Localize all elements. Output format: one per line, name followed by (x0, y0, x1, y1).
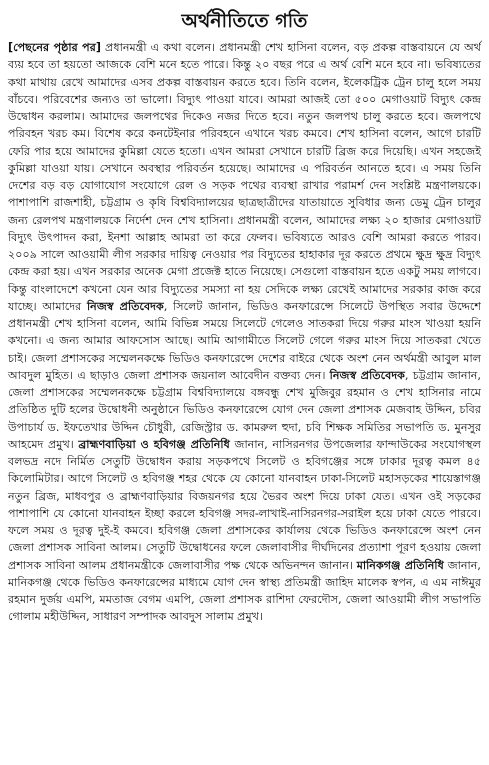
body-text-1: প্রধানমন্ত্রী এ কথা বলেন। প্রধানমন্ত্রী শেখ হাসিনা বলেন, বড় প্রকল্প বাস্তবায়নে যে অর্থ ব্যয় হবে তা হয়তো আজকে বেশি মনে হতে পারে। কিন্তু ২০ বছর পরে এ অর্থ বেশি মনে হবে না। ভবিষ্যতের কথা মাথায় রেখে আমাদের এসব প্রকল্প বাস্তবায়ন করতে হবে। তিনি বলেন, ইলেকট্রিক ট্রেন চালু হলে সময় বাঁচবে। পরিবেশের জন্যও তা ভালো। বিদ্যুৎ পাওয়া যাবে। আমরা আজই তো ৫০০ মেগাওয়াট বিদ্যুৎ কেন্দ্র উদ্বোধন করলাম। আমাদের জলপথের দিকেও নজর দিতে হবে। নতুন জলপথ চালু করতে হবে। জলপথে পরিবহন খরচ কম। বিশেষ করে কনটেইনার পরিবহনে এখানে খরচ কমবে। শেখ হাসিনা বলেন, আগে চারটি ফেরি পার হয়ে আমাদের কুমিল্লা যেতে হতো। এখন আমরা সেখানে চারটি ব্রিজ করে দিয়েছি। এখন সহজেই কুমিল্লা যাওয়া যায়। সেখানে অবস্থার পরিবর্তন হয়েছে। আমাদের এ পরিবর্তন আনতে হবে। এ সময় তিনি দেশের বড় বড় যোগাযোগ সংযোগে রেল ও সড়ক পথের ব্যবস্থা রাখার পরামর্শ দেন সংশ্লিষ্ট মন্ত্রণালয়কে। পাশাপাশি রাজশাহী, চট্টগ্রাম ও কৃষি বিশ্ববিদ্যালয়ের ছাত্রছাত্রীদের যাতায়াতে সুবিধার জন্য ডেমু ট্রেন চালুর জন্য রেলপথ মন্ত্রণালয়কে নির্দেশ দেন শেখ হাসিনা। প্রধানমন্ত্রী বলেন, আমাদের লক্ষ্য ২০ হাজার মেগাওয়াট বিদ্যুৎ উৎপাদন করা, ইনশা আল্লাহ আমরা তা করে ফেলব। ভবিষ্যতে আরও বেশি আমরা করতে পারব। ২০০৯ সালে আওয়ামী লীগ সরকার দায়িত্ব নেওয়ার পর বিদ্যুতের হাহাকার দূর করতে প্রথমে ক্ষুদ্র ক্ষুদ্র বিদ্যুৎ কেন্দ্র করা হয়। এখন সরকার অনেক মেগা প্রজেক্ট হাতে নিয়েছে। সেগুলো বাস্তবায়ন হতে একটু সময় লাগবে। কিন্তু বাংলাদেশে কখনো যেন আর বিদ্যুতের সমস্যা না হয় সেদিকে লক্ষ্য রেখেই আমাদের সরকার কাজ করে যাচ্ছে। আমাদের (8, 41, 481, 313)
body-text-5: জানান, মানিকগঞ্জ থেকে ভিডিও কনফারেন্সের মাধ্যমে যোগ দেন স্বাস্থ্য প্রতিমন্ত্রী জাহিদ মালেক স্বপন, এ এম নাঈমুর রহমান দুর্জয় এমপি, মমতাজ বেগম এমপি, জেলা প্রশাসক রাশিদা ফেরদৌস, জেলা আওয়ামী লীগ সভাপতি গোলাম মহীউদ্দিন, সাধারণ সম্পাদক আবদুস সালাম প্রমুখ। (8, 558, 481, 624)
body-text-4: জানান, নাসিরনগর উপজেলার ফান্দাউকের সংযোগস্থল বলভদ্র নদে নির্মিত সেতুটি উদ্বোধন করায় সড়কপথে সিলেট ও হবিগঞ্জের সঙ্গে ঢাকার দূরত্ব কমল ৪৫ কিলোমিটার। আগে সিলেট ও হবিগঞ্জ শহর থেকে যে কোনো যানবাহন ঢাকা-সিলেট মহাসড়কের শায়েস্তাগঞ্জ নতুন ব্রিজ, মাধবপুর ও ব্রাহ্মণবাড়িয়ার বিজয়নগর হয়ে ভৈরব অংশ দিয়ে ঢাকা যেত। এখন ওই সড়কের পাশাপাশি যে কোনো যানবাহন ইচ্ছা করলে হবিগঞ্জ সদর-লাখাই-নাসিরনগর-সরাইল হয়ে ঢাকা যেতে পারবে। ফলে সময় ও দূরত্ব দুই-ই কমবে। হবিগঞ্জ জেলা প্রশাসকের কার্যালয় থেকে ভিডিও কনফারেন্সে অংশ নেন জেলা প্রশাসক সাবিনা আলম। সেতুটি উদ্বোধনের ফলে জেলাবাসীর দীর্ঘদিনের প্রত্যাশা পূরণ হওয়ায় জেলা প্রশাসক সাবিনা আলম প্রধানমন্ত্রীকে জেলাবাসীর পক্ষ থেকে অভিনন্দন জানান। (8, 437, 481, 572)
continued-from-back-page: [পেছনের পৃষ্ঠার পর] (8, 41, 101, 54)
body-text-3: , চট্টগ্রাম জানান, জেলা প্রশাসকের সম্মেলনকক্ষে চট্টগ্রাম বিশ্ববিদ্যালয়ে বঙ্গবন্ধু শেখ মুজিবুর রহমান ও শেখ হাসিনার নামে প্রতিষ্ঠিত দুটি হলের উদ্বোধনী অনুষ্ঠানে ভিডিও কনফারেন্সে যোগ দেন জেলা প্রশাসক মেজবাহ উদ্দিন, চবির উপাচার্য ড. ইফতেখার উদ্দিন চৌধুরী, রেজিস্ট্রার ড. কামরুল হুদা, চবি শিক্ষক সমিতির সভাপতি ড. মুনসুর আহমেদ প্রমুখ। (8, 368, 481, 451)
byline-chattogram: নিজস্ব প্রতিবেদক (329, 368, 405, 382)
byline-manikganj: মানিকগঞ্জ প্রতিনিধি (356, 558, 444, 572)
body-text-2: , সিলেট জানান, ভিডিও কনফারেন্সে সিলেটে উপস্থিত সবার উদ্দেশে প্রধানমন্ত্রী শেখ হাসিনা বলেন, আমি বিভিন্ন সময়ে সিলেটে গেলেও সাতকরা দিয়ে গরুর মাংস খাওয়া হয়নি কখনো। এ জন্য আমার আফসোস আছে। আমি আগামীতে সিলেট গেলে গরুর মাংস দিয়ে সাতকরা খেতে চাই। জেলা প্রশাসকের সম্মেলনকক্ষে ভিডিও কনফারেন্সে দেশের বাইরে থেকে অংশ নেন অর্থমন্ত্রী আবুল মাল আবদুল মুহিত। এ ছাড়াও জেলা প্রশাসক জয়নাল আবেদীন বক্তব্য দেন। (8, 299, 481, 382)
article-headline: অর্থনীতিতে গতি (181, 10, 308, 32)
byline-brahmanbaria-habiganj: ব্রাহ্মণবাড়িয়া ও হবিগঞ্জ প্রতিনিধি (78, 437, 230, 451)
article-body (8, 39, 481, 626)
byline-sylhet: নিজস্ব প্রতিবেদক (86, 299, 164, 313)
